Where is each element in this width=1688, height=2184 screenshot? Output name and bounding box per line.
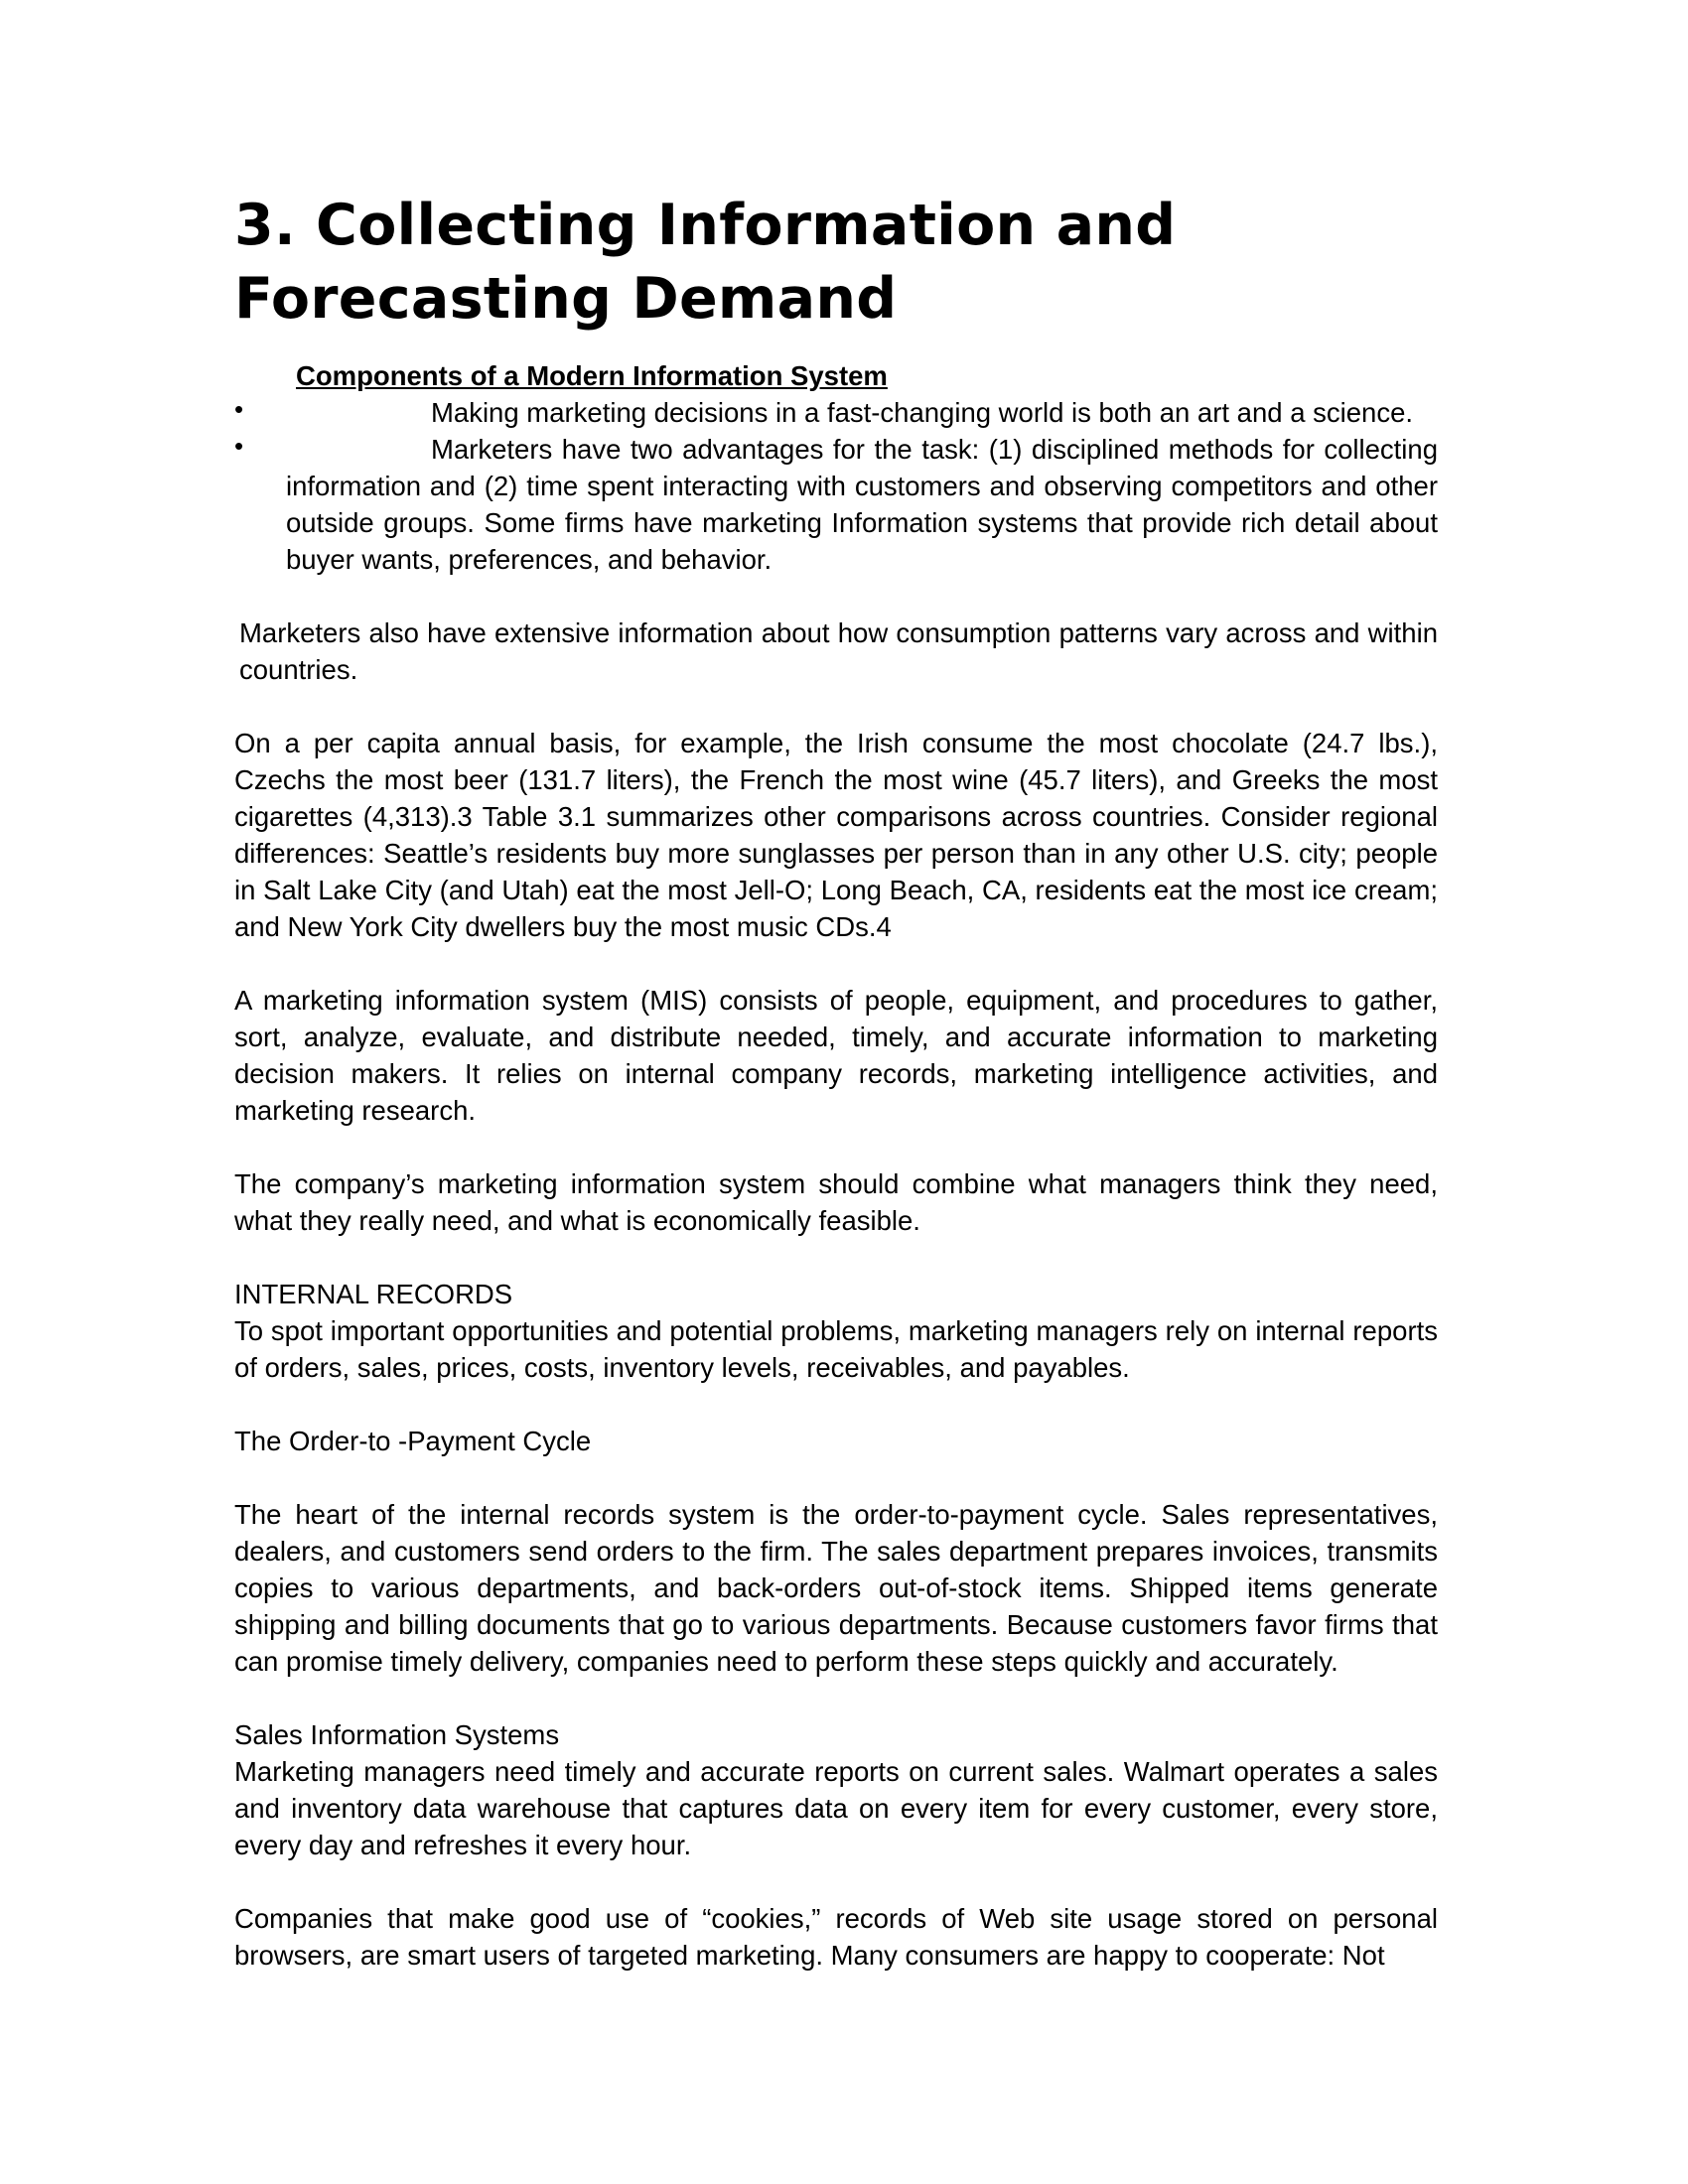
bullet-item-1 — [234, 394, 1438, 431]
bullet-item-2 — [234, 431, 1438, 578]
heading-order-to-payment: The Order-to -Payment Cycle — [234, 1426, 592, 1456]
heading-sales-info-systems: Sales Information Systems — [234, 1719, 560, 1750]
bullet-dot-icon: • — [234, 431, 244, 461]
bullet-list — [234, 394, 1438, 578]
paragraph-per-capita: On a per capita annual basis, for example, the Irish consume the most chocolate (24.7 lbs.), Czechs the most beer (131.7 liters), the French the most wine (45.7 liters), and Greeks the most cigarettes (4,313).3 Table 3.1 summarizes other comparisons across countries. Consider regional differences: Seattle’s residents buy more sunglasses per person than in any other U.S. city; people in Salt Lake City (and Utah) eat the most Jell-O; Long Beach, CA, residents eat the most ice cream; and New York City dwellers buy the most music CDs.4 — [234, 728, 1438, 942]
paragraph-sales-info: Marketing managers need timely and accurate reports on current sales. Walmart operates a sales and inventory data warehouse that captures data on every item for every customer, every store, every day and refreshes it every hour. — [234, 1756, 1438, 1860]
bullet-text-1: Making marketing decisions in a fast-changing world is both an art and a science. — [431, 397, 1414, 428]
paragraph-cookies: Companies that make good use of “cookies,” records of Web site usage stored on personal browsers, are smart users of targeted marketing. Many consumers are happy to cooperate: Not — [234, 1903, 1438, 1971]
section-heading-components: Components of a Modern Information System — [296, 360, 888, 391]
bullet-text-2: Marketers have two advantages for the task: (1) disciplined methods for collecting information and (2) time spent interacting with customers and observing competitors and other outside groups. Some firms have marketing Information systems that provide rich detail about buyer wants, preferences, and behavior. — [286, 434, 1438, 575]
paragraph-mis-combine: The company’s marketing information system should combine what managers think they need, what they really need, and what is economically feasible. — [234, 1168, 1438, 1236]
paragraph-consumption-patterns: Marketers also have extensive information about how consumption patterns vary across and within countries. — [239, 617, 1438, 685]
page-title: 3. Collecting Information and Forecasting Demand — [234, 193, 1177, 332]
paragraph-internal-records: To spot important opportunities and potential problems, marketing managers rely on internal reports of orders, sales, prices, costs, inventory levels, receivables, and payables. — [234, 1315, 1438, 1383]
heading-internal-records: INTERNAL RECORDS — [234, 1279, 513, 1309]
document-page — [234, 189, 1438, 1974]
bullet-dot-icon: • — [234, 394, 244, 424]
paragraph-mis-definition: A marketing information system (MIS) consists of people, equipment, and procedures to gather, sort, analyze, evaluate, and distribute needed, timely, and accurate information to marketing decision makers. It relies on internal company records, marketing intelligence activities, and marketing research. — [234, 985, 1438, 1126]
paragraph-order-cycle: The heart of the internal records system is the order-to-payment cycle. Sales representatives, dealers, and customers send orders to the firm. The sales department prepares invoices, transmits copies to various departments, and back-orders out-of-stock items. Shipped items generate shipping and billing documents that go to various departments. Because customers favor firms that can promise timely delivery, companies need to perform these steps quickly and accurately. — [234, 1499, 1438, 1677]
